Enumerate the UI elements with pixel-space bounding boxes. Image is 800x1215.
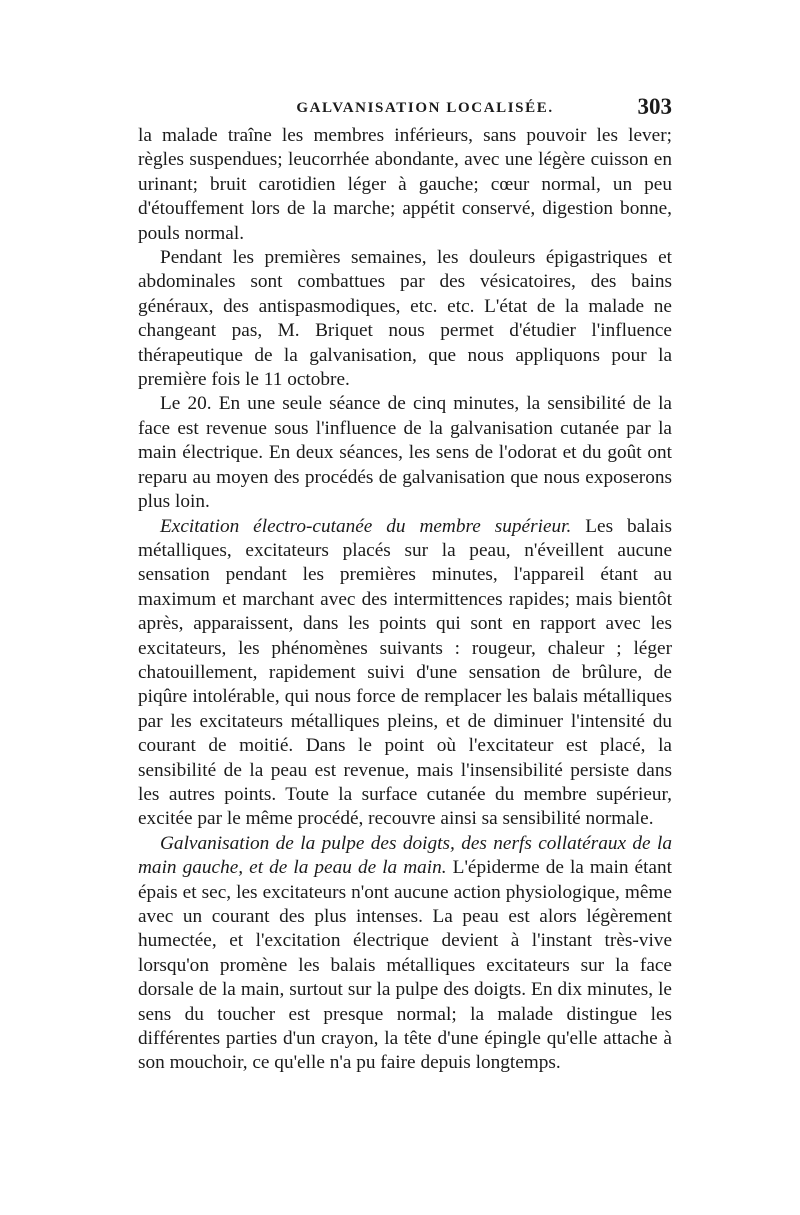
paragraph (138, 515, 672, 832)
paragraph-text: L'épiderme de la main étant épais et sec, les excitateurs n'ont aucune action physiologique, même avec un courant des plus intenses. La peau est alors légèrement humectée, et l'excitation électrique devient à l'instant très-vive lorsqu'on promène les balais métalliques excitateurs sur la face dorsale de la main, surtout sur la pulpe des doigts. En dix minutes, le sens du toucher est presque normal; la malade distingue les différentes parties d'un crayon, la tête d'une épingle qu'elle attache à son mouchoir, ce qu'elle n'a pu faire depuis longtemps. (138, 857, 672, 1074)
running-title: GALVANISATION LOCALISÉE. (296, 100, 554, 116)
paragraph-text: Les balais métalliques, excitateurs placés sur la peau, n'éveillent aucune sensation pendant les premières minutes, l'appareil étant au maximum et marchant avec des intermittences rapides; mais bientôt après, apparaissent, dans les points qui sont en rapport avec les excitateurs, les phénomènes suivants : rougeur, chaleur ; léger chatouillement, rapidement suivi d'une sensation de brûlure, de piqûre intolérable, qui nous force de remplacer les balais métalliques par les excitateurs métalliques pleins, et de diminuer l'intensité du courant de moitié. Dans le point où l'excitateur est placé, la sensibilité de la peau est revenue, mais l'insensibilité persiste dans les autres points. Toute la surface cutanée du membre supérieur, excitée par le même procédé, recouvre ainsi sa sensibilité normale. (138, 515, 672, 830)
paragraph-text: Pendant les premières semaines, les douleurs épigastriques et abdominales sont combattues par des vésicatoires, des bains généraux, des antispasmodiques, etc. etc. L'état de la malade ne changeant pas, M. Briquet nous permet d'étudier l'influence thérapeutique de la galvanisation, que nous appliquons pour la première fois le 11 octobre. (138, 247, 672, 391)
section-heading-italic: Galvanisation de la pulpe des doigts, des nerfs collatéraux de la main gauche, et de la peau de la main. (138, 832, 672, 879)
paragraph (138, 392, 672, 514)
book-page (138, 94, 672, 1076)
page-number: 303 (637, 94, 672, 119)
body-text (138, 124, 672, 1076)
paragraph (138, 832, 672, 1076)
paragraph-continued (138, 124, 672, 246)
section-heading-italic: Excitation électro-cutanée du membre supérieur. (160, 515, 572, 537)
paragraph (138, 246, 672, 392)
running-head (138, 94, 672, 124)
paragraph-text: la malade traîne les membres inférieurs, sans pouvoir les lever; règles suspendues; leucorrhée abondante, avec une légère cuisson en urinant; bruit carotidien léger à gauche; cœur normal, un peu d'étouffement lors de la marche; appétit conservé, digestion bonne, pouls normal. (138, 125, 672, 244)
paragraph-text: Le 20. En une seule séance de cinq minutes, la sensibilité de la face est revenue sous l'influence de la galvanisation cutanée par la main électrique. En deux séances, les sens de l'odorat et du goût ont reparu au moyen des procédés de galvanisation que nous exposerons plus loin. (138, 393, 672, 513)
